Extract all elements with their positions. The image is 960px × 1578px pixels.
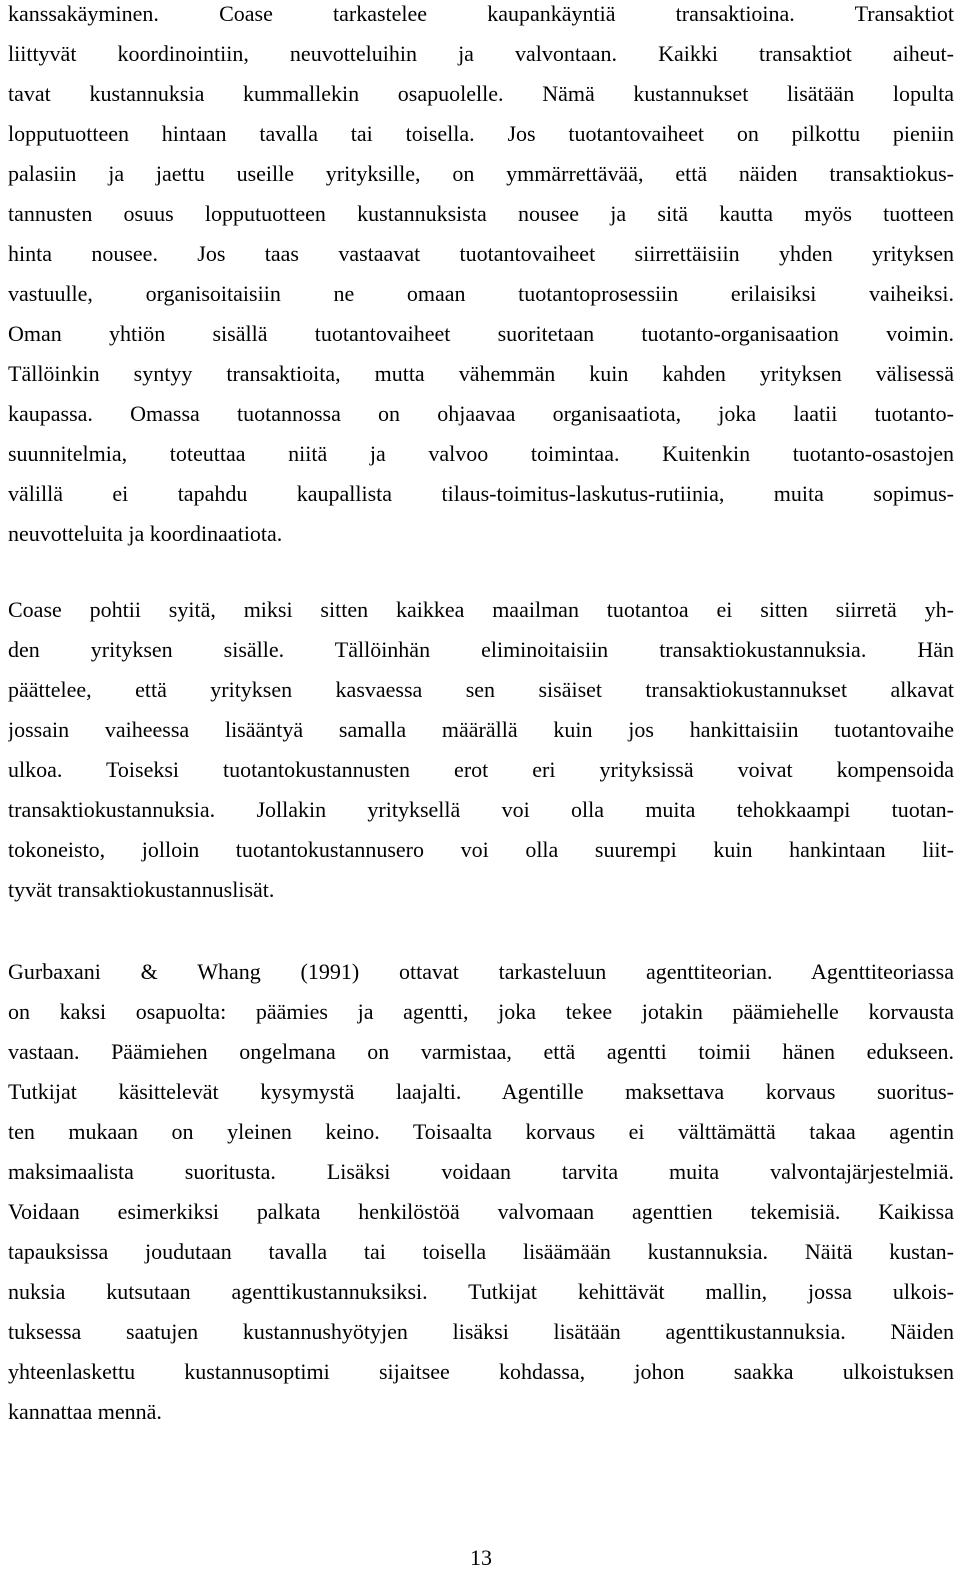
- text-line: Tutkijat käsittelevät kysymystä laajalti. Agentille maksettava korvaus suoritus-: [8, 1079, 954, 1104]
- text-line: kaupassa. Omassa tuotannossa on ohjaavaa organisaatiota, joka laatii tuotanto-: [8, 401, 954, 426]
- text-line: tannusten osuus lopputuotteen kustannuksista nousee ja sitä kautta myös tuotteen: [8, 201, 954, 226]
- text-line: maksimaalista suoritusta. Lisäksi voidaan tarvita muita valvontajärjestelmiä.: [8, 1159, 954, 1184]
- text-line: liittyvät koordinointiin, neuvotteluihin ja valvontaan. Kaikki transaktiot aiheut-: [8, 41, 954, 66]
- document-page: [8, 0, 954, 1568]
- text-line: kanssakäyminen. Coase tarkastelee kaupankäyntiä transaktioina. Transaktiot: [8, 1, 954, 26]
- text-line: yhteenlaskettu kustannusoptimi sijaitsee kohdassa, johon saakka ulkoistuksen: [8, 1359, 954, 1384]
- text-line: hinta nousee. Jos taas vastaavat tuotantovaiheet siirrettäisiin yhden yrityksen: [8, 241, 954, 266]
- text-line: Tällöinkin syntyy transaktioita, mutta vähemmän kuin kahden yrityksen välisessä: [8, 361, 954, 386]
- text-line: Gurbaxani & Whang (1991) ottavat tarkasteluun agenttiteorian. Agenttiteoriassa: [8, 959, 954, 984]
- text-line: jossain vaiheessa lisääntyä samalla määrällä kuin jos hankittaisiin tuotantovaihe: [8, 717, 954, 742]
- text-line: ulkoa. Toiseksi tuotantokustannusten erot eri yrityksissä voivat kompensoida: [8, 757, 954, 782]
- paragraph-transactions: [8, 0, 954, 554]
- text-line: tokoneisto, jolloin tuotantokustannusero voi olla suurempi kuin hankintaan liit-: [8, 837, 954, 862]
- text-line: Voidaan esimerkiksi palkata henkilöstöä valvomaan agenttien tekemisiä. Kaikissa: [8, 1199, 954, 1224]
- text-line: kannattaa mennä.: [8, 1399, 162, 1424]
- text-line: den yrityksen sisälle. Tällöinhän eliminoitaisiin transaktiokustannuksia. Hän: [8, 637, 954, 662]
- text-line: tavat kustannuksia kummallekin osapuolelle. Nämä kustannukset lisätään lopulta: [8, 81, 954, 106]
- text-line: on kaksi osapuolta: päämies ja agentti, joka tekee jotakin päämiehelle korvausta: [8, 999, 954, 1024]
- text-line: vastuulle, organisoitaisiin ne omaan tuotantoprosessiin erilaisiksi vaiheiksi.: [8, 281, 954, 306]
- text-line: neuvotteluita ja koordinaatiota.: [8, 521, 283, 546]
- text-line: ten mukaan on yleinen keino. Toisaalta korvaus ei välttämättä takaa agentin: [8, 1119, 954, 1144]
- text-line: transaktiokustannuksia. Jollakin yrityksellä voi olla muita tehokkaampi tuotan-: [8, 797, 954, 822]
- text-line: suunnitelmia, toteuttaa niitä ja valvoo toimintaa. Kuitenkin tuotanto-osastojen: [8, 441, 954, 466]
- text-line: lopputuotteen hintaan tavalla tai toisella. Jos tuotantovaiheet on pilkottu pieniin: [8, 121, 954, 146]
- text-line: välillä ei tapahdu kaupallista tilaus-toimitus-laskutus-rutiinia, muita sopimus-: [8, 481, 954, 506]
- text-line: tyvät transaktiokustannuslisät.: [8, 877, 275, 902]
- text-line: vastaan. Päämiehen ongelmana on varmistaa, että agentti toimii hänen edukseen.: [8, 1039, 954, 1064]
- text-line: Coase pohtii syitä, miksi sitten kaikkea maailman tuotantoa ei sitten siirretä yh-: [8, 597, 954, 622]
- text-line: nuksia kutsutaan agenttikustannuksiksi. Tutkijat kehittävät mallin, jossa ulkois-: [8, 1279, 954, 1304]
- paragraph-coase: [8, 590, 954, 910]
- text-line: palasiin ja jaettu useille yrityksille, on ymmärrettävää, että näiden transaktiokus-: [8, 161, 954, 186]
- text-line: Oman yhtiön sisällä tuotantovaiheet suoritetaan tuotanto-organisaation voimin.: [8, 321, 954, 346]
- text-line: tapauksissa joudutaan tavalla tai toisella lisäämään kustannuksia. Näitä kustan-: [8, 1239, 954, 1264]
- paragraph-agency-theory: [8, 952, 954, 1432]
- text-line: tuksessa saatujen kustannushyötyjen lisäksi lisätään agenttikustannuksia. Näiden: [8, 1319, 954, 1344]
- text-line: päättelee, että yrityksen kasvaessa sen sisäiset transaktiokustannukset alkavat: [8, 677, 954, 702]
- page-number: 13: [470, 1545, 492, 1570]
